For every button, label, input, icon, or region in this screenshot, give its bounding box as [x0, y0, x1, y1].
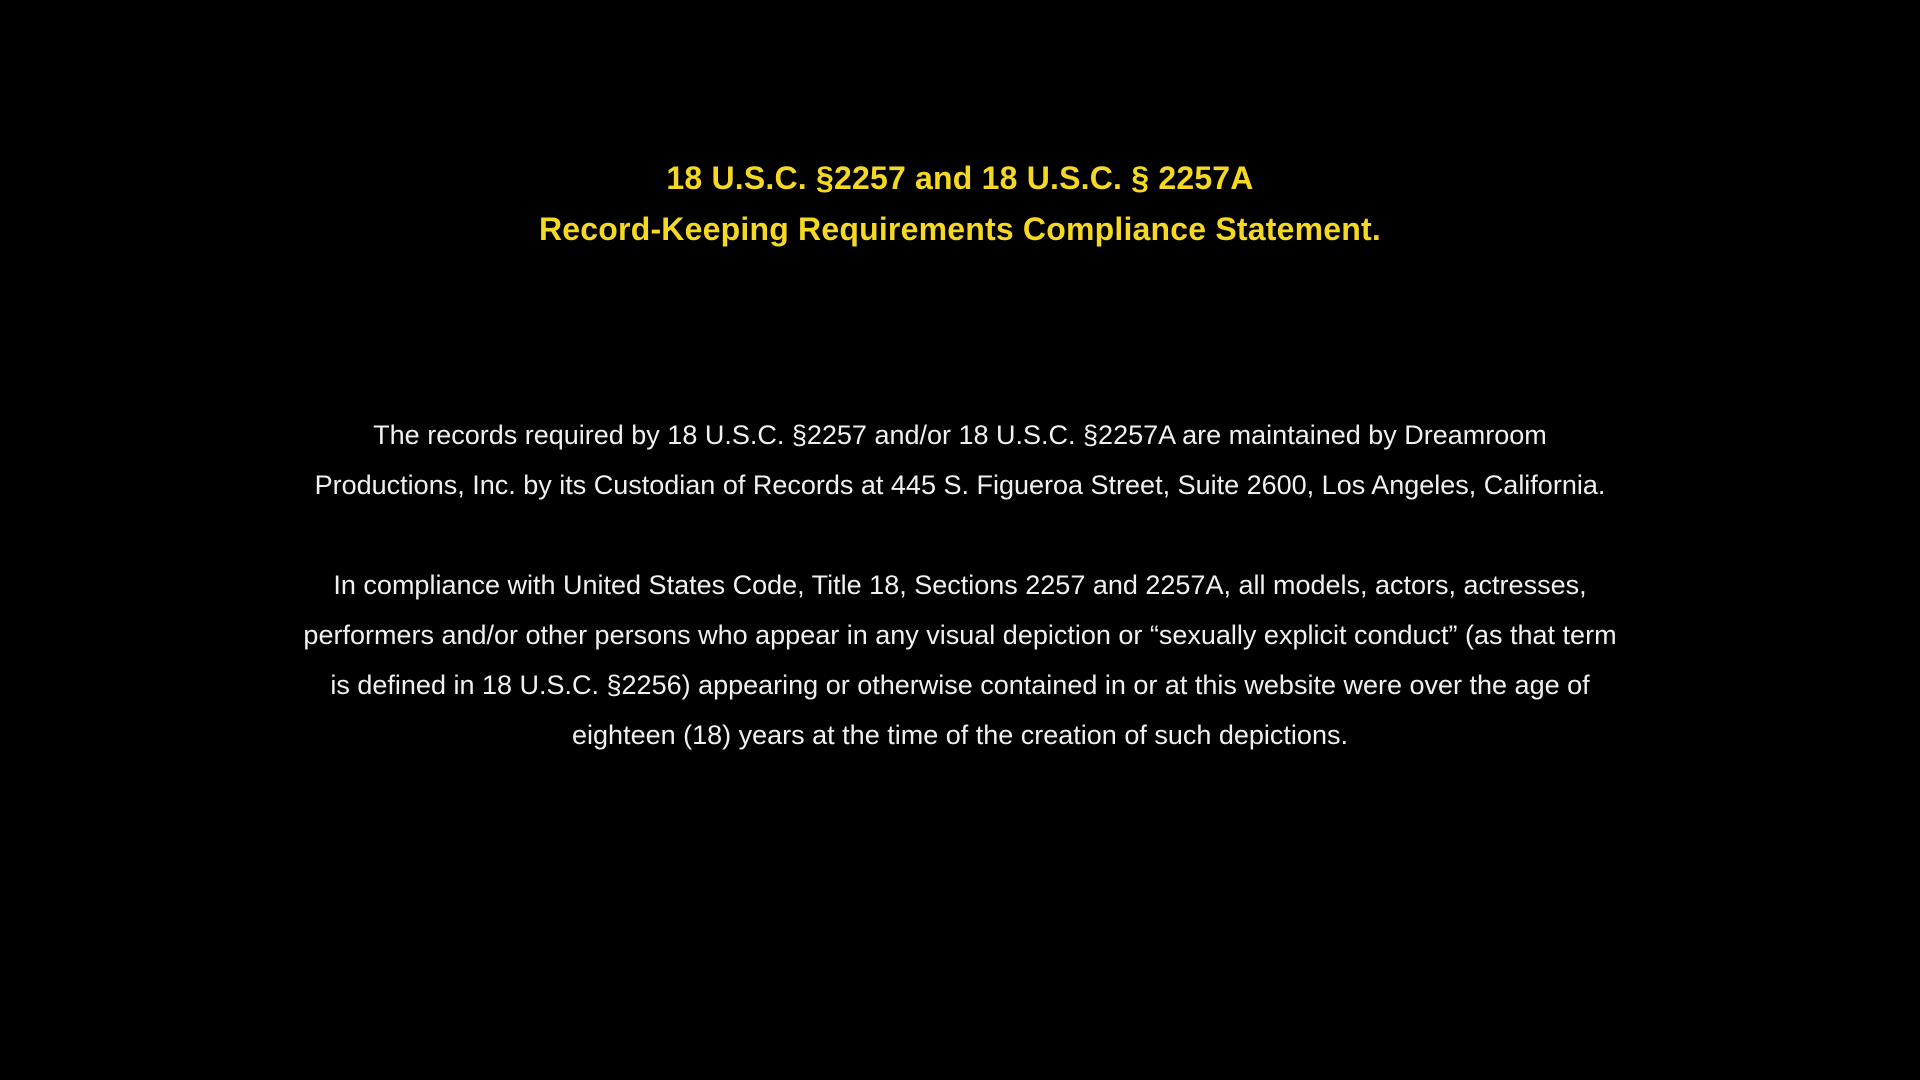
statement-body — [300, 410, 1620, 760]
custodian-of-records-paragraph: The records required by 18 U.S.C. §2257 and/or 18 U.S.C. §2257A are maintained by Dreamroom Productions, Inc. by its Custodian of Records at 445 S. Figueroa Street, Suite 2600, Los Angeles, California. — [314, 420, 1606, 500]
page-title — [0, 153, 1920, 255]
page-title-line-1: 18 U.S.C. §2257 and 18 U.S.C. § 2257A — [666, 160, 1254, 197]
age-compliance-paragraph: In compliance with United States Code, Title 18, Sections 2257 and 2257A, all models, actors, actresses, performers and/or other persons who appear in any visual depiction or “sexually explicit conduct” (as that term is defined in 18 U.S.C. §2256) appearing or otherwise contained in or at this website were over the age of eighteen (18) years at the time of the creation of such depictions. — [303, 570, 1617, 750]
page-title-line-2: Record-Keeping Requirements Compliance Statement. — [539, 211, 1381, 248]
